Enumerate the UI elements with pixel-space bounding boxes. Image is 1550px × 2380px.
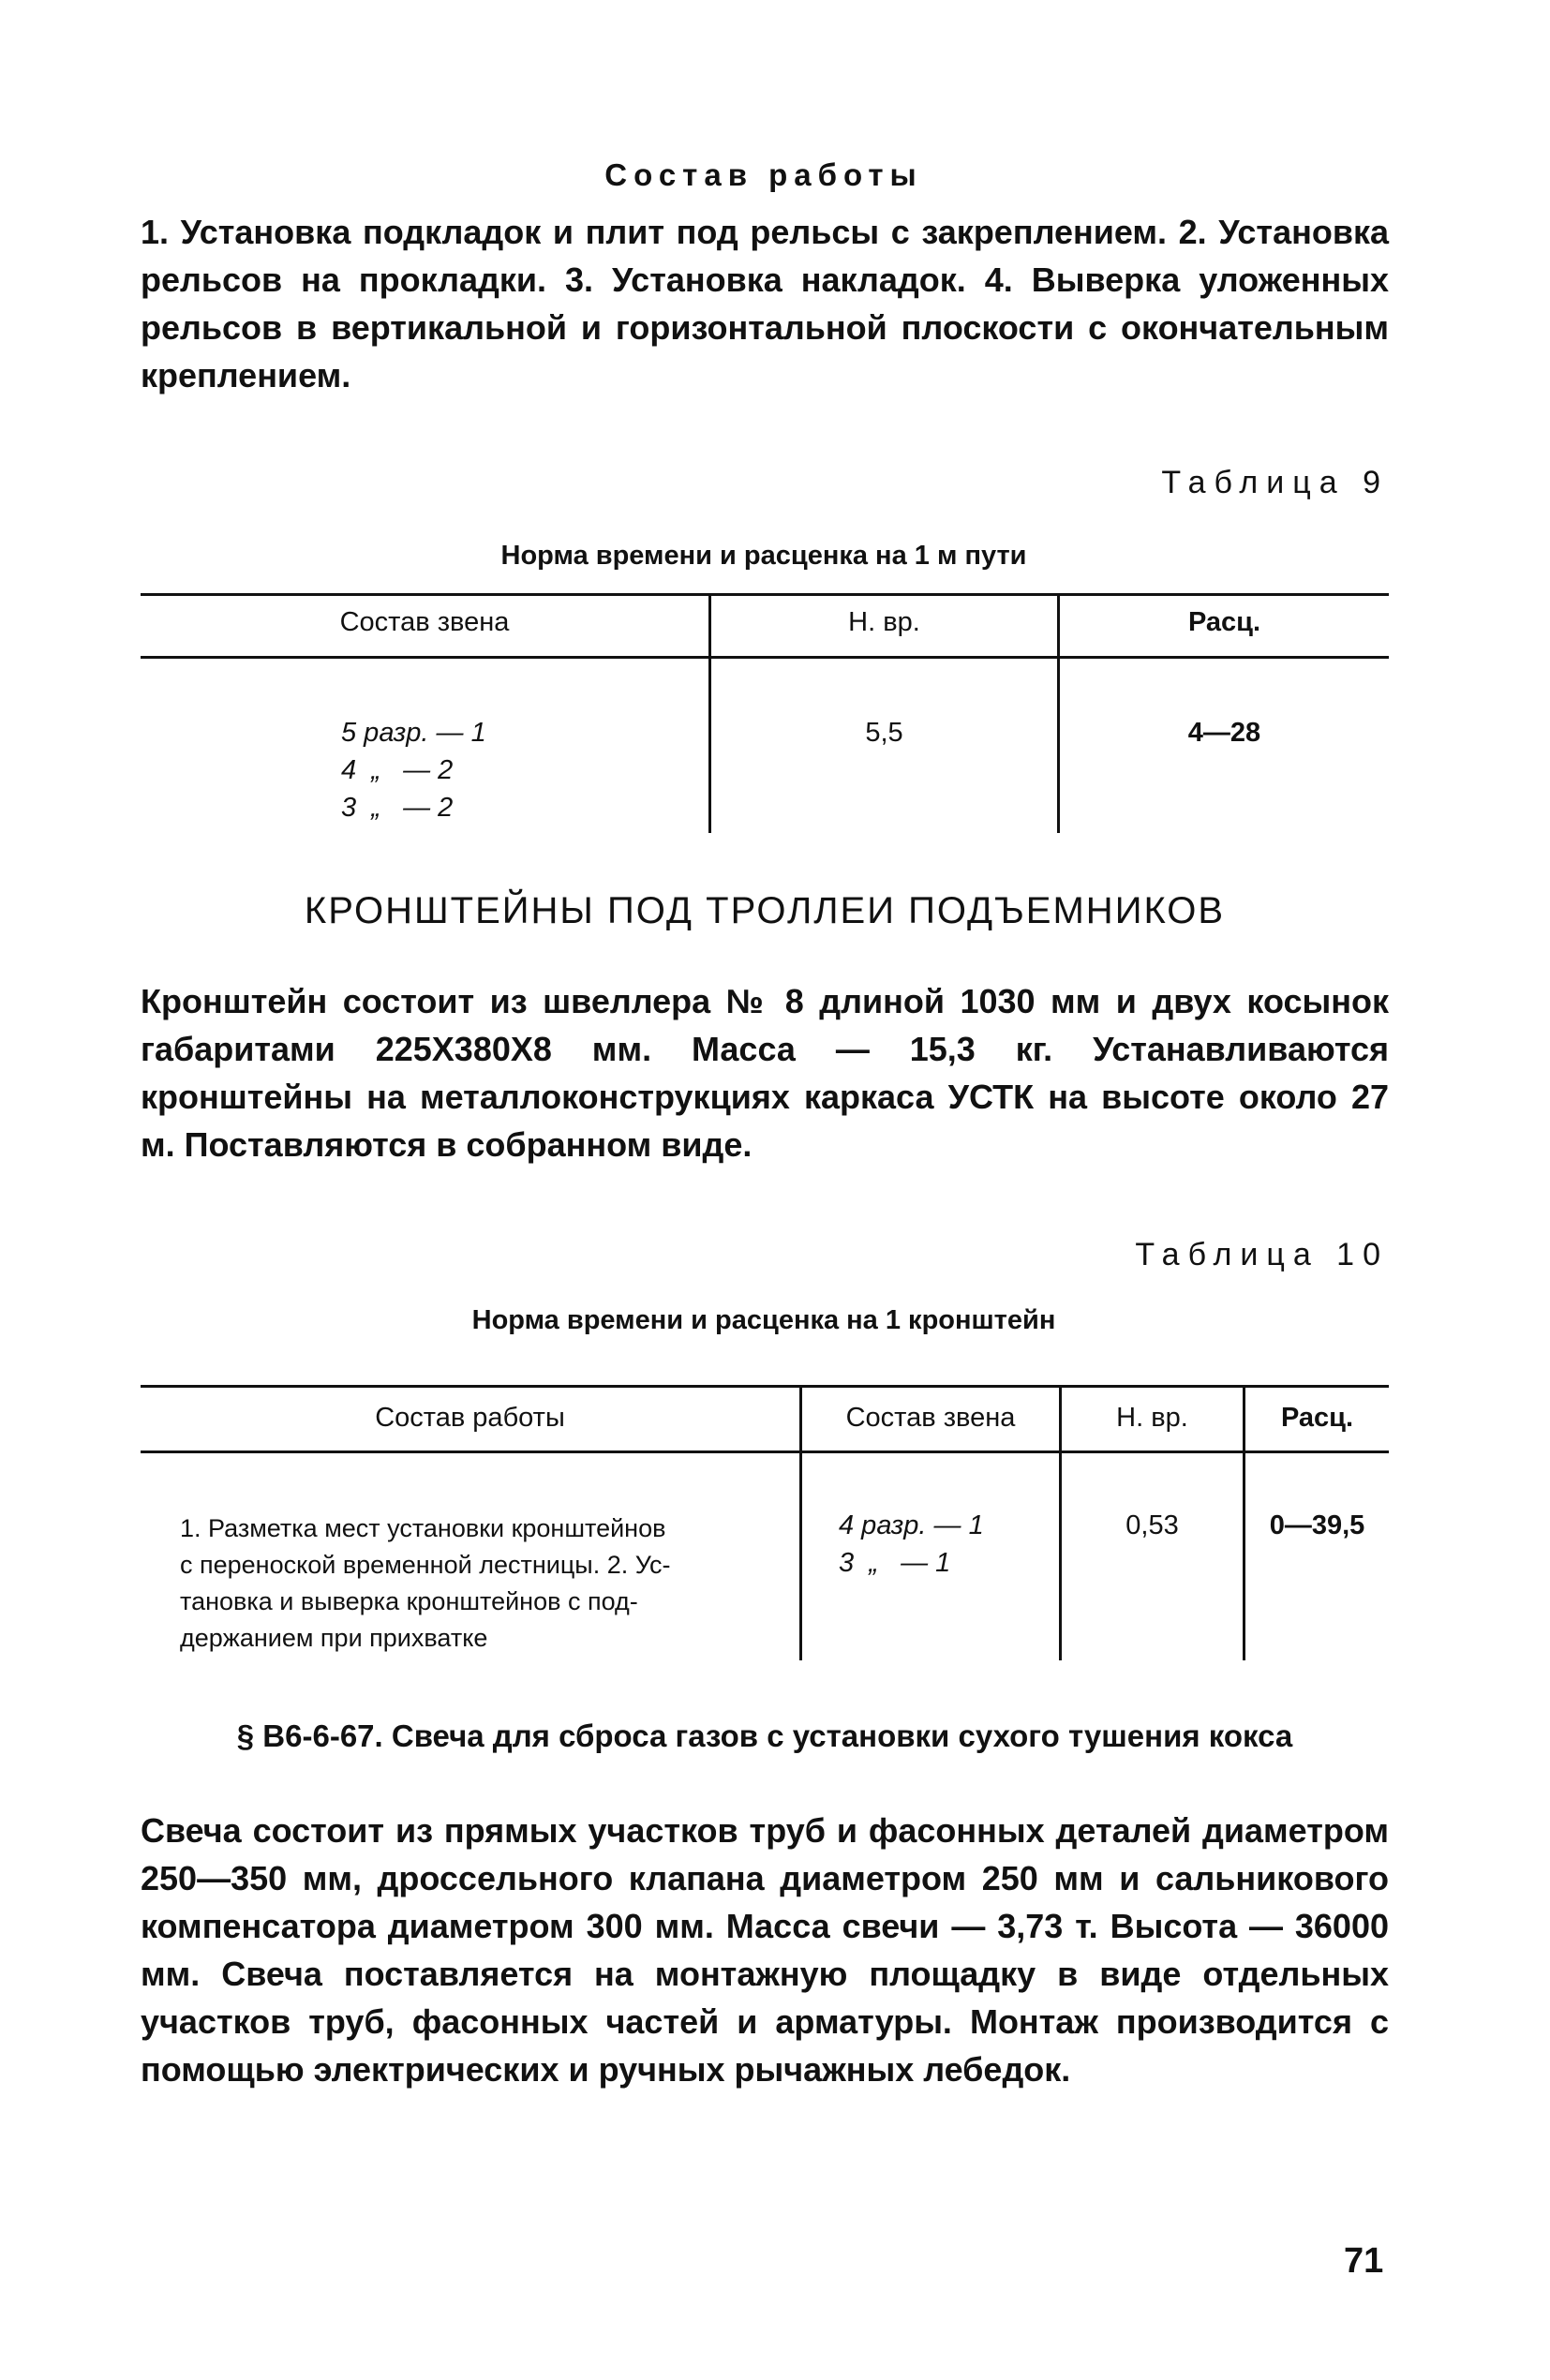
table-10-header-norm: Н. вр.	[1116, 1403, 1188, 1433]
table-10-work-line: тановка и выверка кронштейнов с под-	[180, 1587, 638, 1615]
table-9-crew-line: 4 „ — 2	[341, 755, 454, 785]
table-9-crew-line: 3 „ — 2	[341, 793, 454, 823]
table-10-crew-line: 4 разр. — 1	[839, 1510, 984, 1540]
table-9-title: Норма времени и расценка на 1 м пути	[500, 541, 1027, 571]
table-9-rate-value: 4—28	[1187, 718, 1261, 748]
candle-description: Свеча состоит из прямых участков труб и фасонных деталей диаметром 250—350 мм, дроссельного клапана диаметром 250 мм и сальникового компенсатора диаметром 300 мм. Масса свечи — 3,73 т. Высота — 36000 мм. Свеча поставляется на монтажную площадку в виде отдельных участков труб, фасонных частей и арматуры. Монтаж производится с помощью электрических и ручных рычажных лебедок.	[141, 1811, 1389, 2089]
table-9-norm-value: 5,5	[865, 718, 903, 748]
table-10-work-line: держанием при прихватке	[180, 1624, 488, 1652]
table-10-label: Таблица 10	[1135, 1237, 1389, 1272]
table-9-header-norm: Н. вр.	[848, 607, 920, 637]
table-10-header-work: Состав работы	[375, 1403, 565, 1433]
work-composition-text: 1. Установка подкладок и плит под рельсы с закреплением. 2. Установка рельсов на прокладки. 3. Установка накладок. 4. Выверка уложенных рельсов в вертикальной и горизонтальной плоскости с окончательным креплением.	[141, 213, 1389, 394]
table-10-work-line: с переноской временной лестницы. 2. Ус-	[180, 1551, 671, 1579]
table-10-work-line: 1. Разметка мест установки кронштейнов	[180, 1514, 666, 1542]
table-10-norm-value: 0,53	[1125, 1510, 1179, 1540]
table-9-crew-line: 5 разр. — 1	[341, 718, 486, 748]
table-10-title: Норма времени и расценка на 1 кронштейн	[471, 1305, 1056, 1335]
table-10-rate-value: 0—39,5	[1269, 1510, 1365, 1540]
table-9-header-crew: Состав звена	[339, 607, 510, 637]
table-10-header-crew: Состав звена	[845, 1403, 1016, 1433]
bracket-description: Кронштейн состоит из швеллера № 8 длиной 1030 мм и двух косынок габаритами 225Х380Х8 мм. Масса — 15,3 кг. Устанавливаются кронштейны на металлоконструкциях каркаса УСТК на высоте около 27 м. Поставляются в собранном виде.	[141, 982, 1389, 1164]
table-9-label: Таблица 9	[1161, 465, 1389, 500]
table-10-header-rate: Расц.	[1280, 1403, 1354, 1433]
work-composition-heading: Состав работы	[604, 157, 923, 192]
paragraph-heading: § В6-6-67. Свеча для сброса газов с установки сухого тушения кокса	[236, 1718, 1293, 1753]
table-9-header-rate: Расц.	[1187, 607, 1261, 637]
page-number: 71	[1344, 2241, 1384, 2281]
section-title: КРОНШТЕЙНЫ ПОД ТРОЛЛЕИ ПОДЪЕМНИКОВ	[304, 890, 1226, 931]
table-10-crew-line: 3 „ — 1	[839, 1548, 951, 1578]
